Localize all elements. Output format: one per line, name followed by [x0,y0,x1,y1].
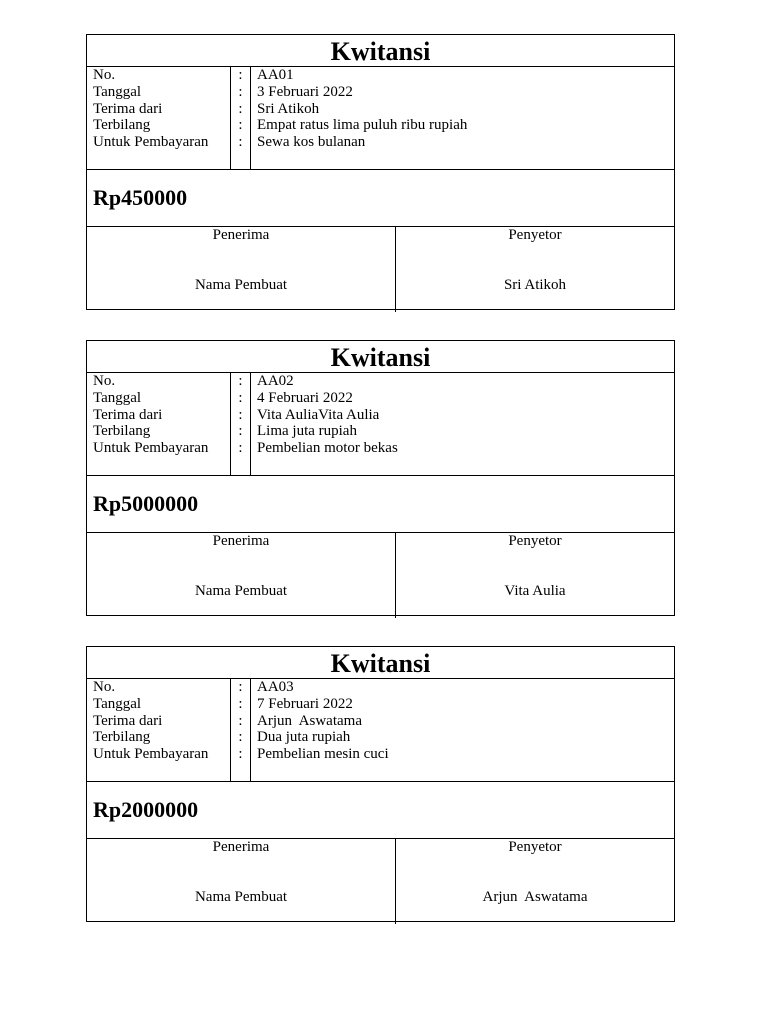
colon: : [238,695,243,712]
label-terima-dari: Terima dari [93,100,163,117]
receiver-label: Penerima [212,227,270,243]
label-untuk-pembayaran: Untuk Pembayaran [93,134,209,151]
label-tanggal: Tanggal [93,83,142,100]
payer-name: Arjun Aswatama [482,889,588,905]
receipt-title: Kwitansi [87,647,674,679]
receiver-signature [87,227,396,312]
label-untuk-pembayaran: Untuk Pembayaran [93,746,209,763]
value-terbilang: Lima juta rupiah [257,423,357,440]
label-no: No. [93,373,116,389]
value-untuk-pembayaran: Sewa kos bulanan [257,134,366,151]
value-untuk-pembayaran: Pembelian motor bekas [257,440,398,457]
colon: : [238,729,243,746]
label-terbilang: Terbilang [93,729,151,746]
label-terima-dari: Terima dari [93,712,163,729]
receiver-name: Nama Pembuat [194,583,288,599]
payer-label: Penyetor [508,227,562,243]
field-values [251,67,674,169]
value-terbilang: Empat ratus lima puluh ribu rupiah [257,117,468,134]
signature-row [87,227,674,312]
payer-label: Penyetor [508,839,562,855]
receiver-signature [87,533,396,618]
field-values [251,679,674,781]
field-labels [87,373,231,475]
value-no: AA02 [257,373,294,389]
value-terima-dari: Arjun Aswatama [257,712,362,729]
value-no: AA01 [257,67,294,83]
signature-row [87,533,674,618]
label-terbilang: Terbilang [93,117,151,134]
value-no: AA03 [257,679,294,695]
receipt-card-1 [86,34,675,310]
field-colons [231,373,251,475]
payer-name: Sri Atikoh [503,277,567,293]
receipt-details [87,373,674,476]
receiver-label: Penerima [212,533,270,549]
label-tanggal: Tanggal [93,695,142,712]
receipt-amount: Rp2000000 [87,782,674,839]
receipt-card-2 [86,340,675,616]
colon: : [238,117,243,134]
value-terima-dari: Sri Atikoh [257,100,320,117]
receipt-card-3 [86,646,675,922]
value-terbilang: Dua juta rupiah [257,729,351,746]
label-no: No. [93,67,116,83]
receipt-amount: Rp5000000 [87,476,674,533]
colon: : [238,406,243,423]
receipt-details [87,67,674,170]
receipt-title: Kwitansi [87,35,674,67]
label-tanggal: Tanggal [93,389,142,406]
label-no: No. [93,679,116,695]
colon: : [238,134,243,151]
colon: : [238,67,243,83]
colon: : [238,440,243,457]
receipt-details [87,679,674,782]
receiver-name: Nama Pembuat [194,889,288,905]
payer-signature [396,227,674,312]
label-untuk-pembayaran: Untuk Pembayaran [93,440,209,457]
signature-row [87,839,674,924]
field-values [251,373,674,475]
value-tanggal: 7 Februari 2022 [257,695,353,712]
payer-name: Vita Aulia [504,583,566,599]
receiver-signature [87,839,396,924]
colon: : [238,373,243,389]
field-labels [87,679,231,781]
receipt-amount: Rp450000 [87,170,674,227]
colon: : [238,100,243,117]
value-terima-dari: Vita AuliaVita Aulia [257,406,380,423]
receipt-title: Kwitansi [87,341,674,373]
payer-label: Penyetor [508,533,562,549]
colon: : [238,679,243,695]
value-tanggal: 4 Februari 2022 [257,389,353,406]
colon: : [238,389,243,406]
colon: : [238,712,243,729]
value-tanggal: 3 Februari 2022 [257,83,353,100]
payer-signature [396,839,674,924]
payer-signature [396,533,674,618]
colon: : [238,83,243,100]
colon: : [238,746,243,763]
receiver-label: Penerima [212,839,270,855]
value-untuk-pembayaran: Pembelian mesin cuci [257,746,389,763]
label-terbilang: Terbilang [93,423,151,440]
label-terima-dari: Terima dari [93,406,163,423]
field-colons [231,679,251,781]
field-colons [231,67,251,169]
receiver-name: Nama Pembuat [194,277,288,293]
colon: : [238,423,243,440]
field-labels [87,67,231,169]
